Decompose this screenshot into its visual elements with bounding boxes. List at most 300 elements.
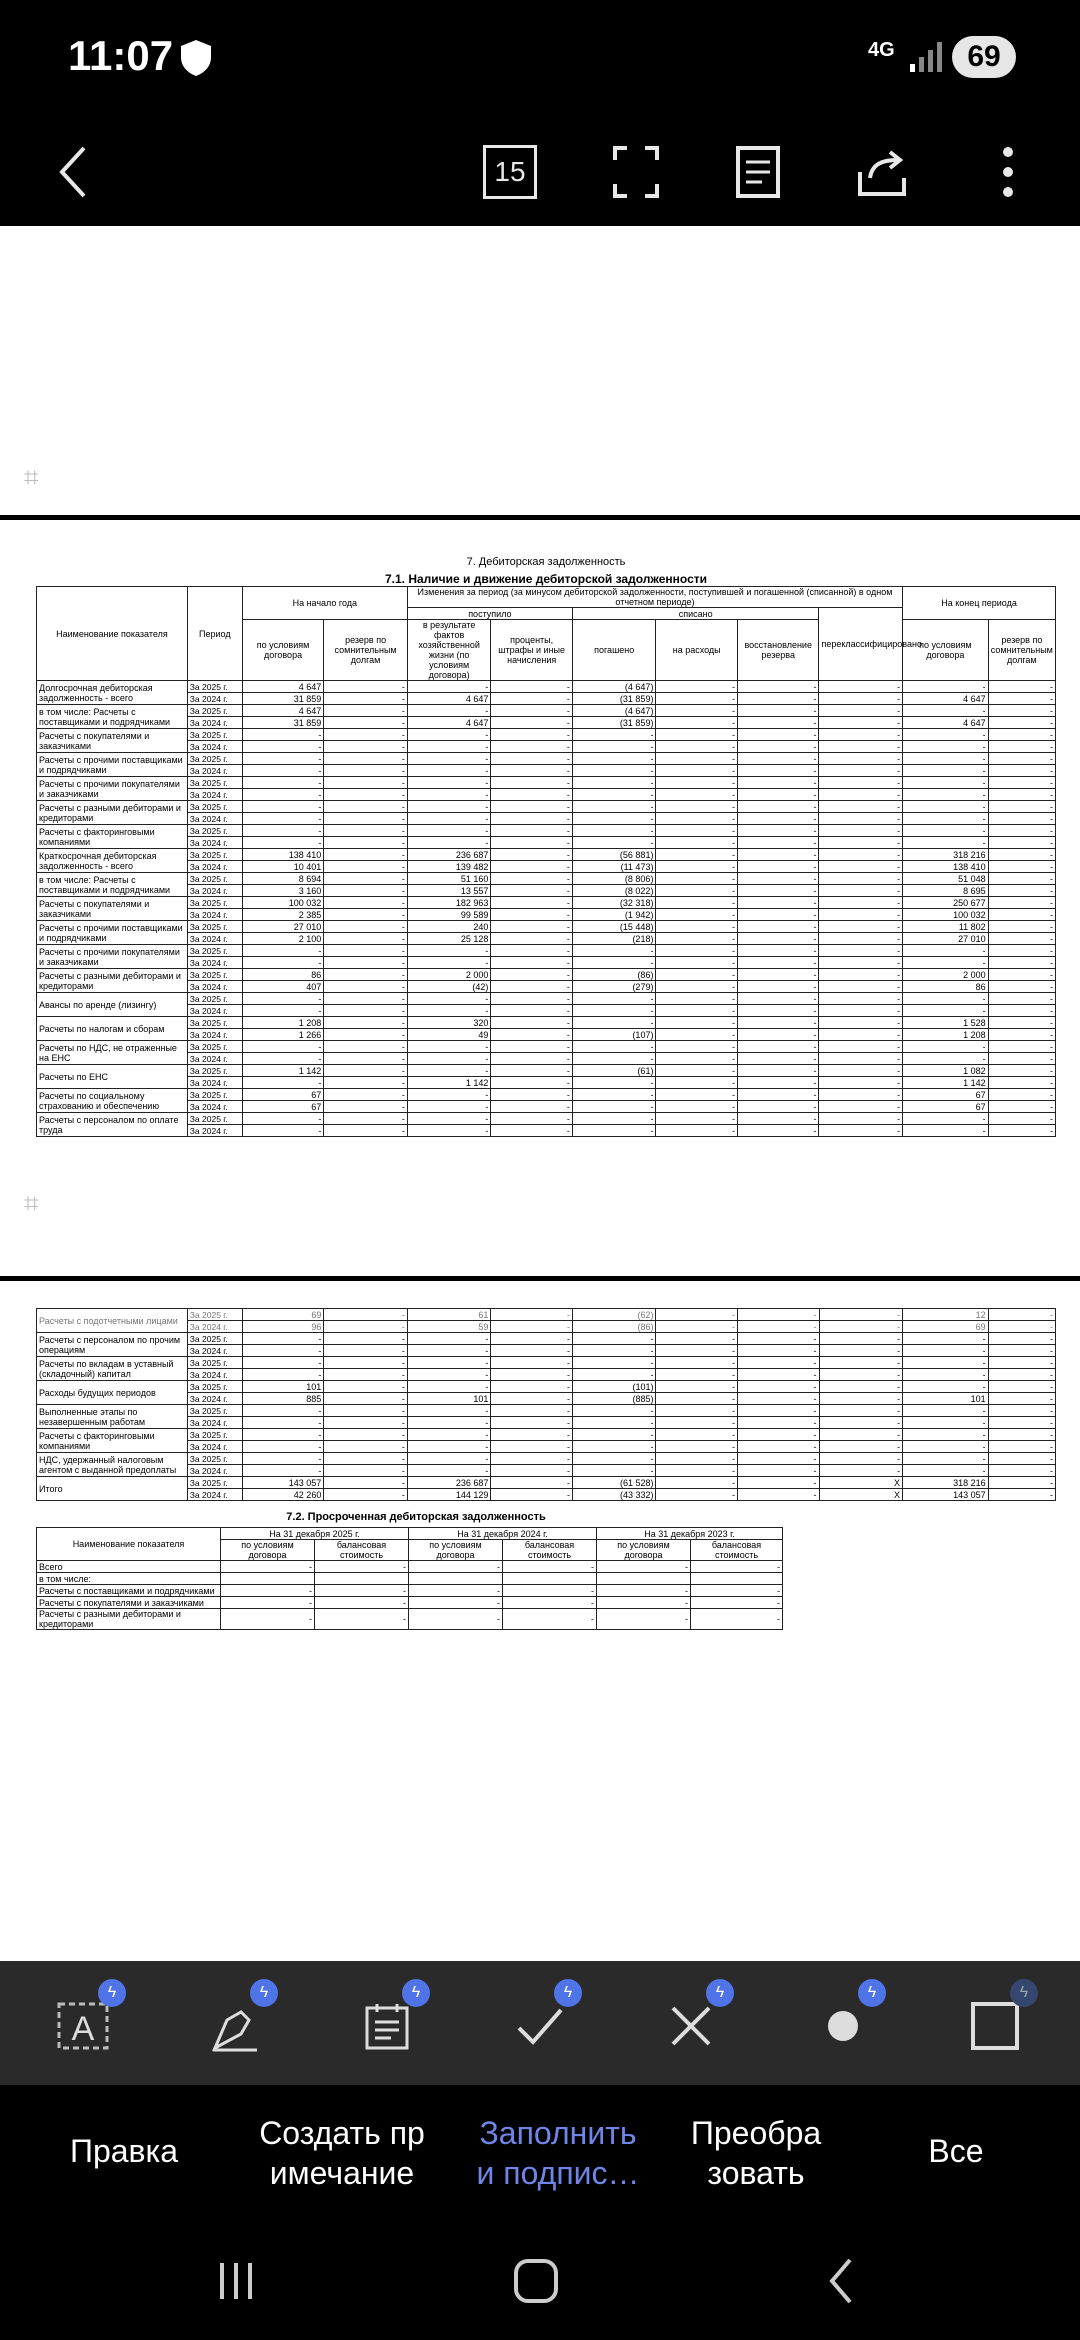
- cell-value: 31 859: [242, 693, 324, 705]
- table-row: [37, 981, 1056, 993]
- cell-value: 182 963: [407, 897, 491, 909]
- cell-value: -: [988, 825, 1055, 837]
- dot-icon[interactable]: [808, 1984, 878, 2061]
- cell-value: -: [242, 957, 324, 969]
- cell-value: -: [324, 1029, 408, 1041]
- row-period: За 2024 г.: [187, 1345, 242, 1357]
- ai-badge-icon: ϟ: [706, 1979, 734, 2007]
- cell-value: -: [324, 729, 408, 741]
- fit-screen-icon[interactable]: [596, 132, 676, 212]
- cell-value: (86): [572, 1321, 656, 1333]
- table-row: [37, 1041, 1056, 1053]
- cell-value: -: [491, 1333, 573, 1345]
- cell-value: -: [491, 1029, 573, 1041]
- document-viewer[interactable]: [0, 226, 1080, 1961]
- row-period: За 2024 г.: [187, 1489, 242, 1501]
- cell-value: -: [988, 1453, 1055, 1465]
- cell-value: -: [315, 1561, 409, 1573]
- cell-value: -: [491, 849, 573, 861]
- row-name: Расчеты с персоналом по прочим операциям: [37, 1333, 188, 1357]
- table-row: [37, 1357, 1056, 1369]
- cell-value: X: [819, 1489, 903, 1501]
- cell-value: -: [572, 825, 656, 837]
- cell-value: -: [242, 1125, 324, 1137]
- cell-value: -: [737, 957, 819, 969]
- table-row: [37, 849, 1056, 861]
- t2-col-date-2025: На 31 декабря 2025 г.: [221, 1528, 409, 1540]
- back-icon[interactable]: [812, 2255, 872, 2307]
- cell-value: -: [737, 813, 819, 825]
- cell-value: -: [242, 1429, 324, 1441]
- cell-value: -: [988, 1065, 1055, 1077]
- cell-value: -: [491, 945, 573, 957]
- cell-value: (32 318): [572, 897, 656, 909]
- table-row: [37, 1417, 1056, 1429]
- cell-value: 8 694: [242, 873, 324, 885]
- cell-value: -: [819, 1345, 903, 1357]
- table-row: [37, 1345, 1056, 1357]
- row-period: За 2024 г.: [187, 1441, 242, 1453]
- cell-value: -: [491, 1357, 573, 1369]
- cell-value: -: [988, 1345, 1055, 1357]
- table-row: [37, 1101, 1056, 1113]
- row-period: За 2025 г.: [187, 777, 242, 789]
- cell-value: -: [737, 1065, 819, 1077]
- cell-value: 1 142: [242, 1065, 324, 1077]
- cell-value: -: [221, 1609, 315, 1630]
- ai-badge-icon: ϟ: [402, 1979, 430, 2007]
- cell-value: -: [737, 753, 819, 765]
- cell-value: (11 473): [572, 861, 656, 873]
- cell-value: -: [242, 1005, 324, 1017]
- cell-value: -: [656, 1357, 738, 1369]
- cell-value: -: [656, 1125, 738, 1137]
- cell-value: -: [656, 1489, 738, 1501]
- cell-value: -: [324, 957, 408, 969]
- status-bar: [0, 0, 1080, 120]
- cell-value: (8 022): [572, 885, 656, 897]
- row-period: За 2025 г.: [187, 1017, 242, 1029]
- cell-value: -: [491, 1345, 573, 1357]
- table-row: [37, 753, 1056, 765]
- page-number-button[interactable]: [470, 132, 550, 212]
- row-period: За 2024 г.: [187, 1125, 242, 1137]
- cell-value: -: [491, 813, 573, 825]
- cell-value: -: [324, 1089, 408, 1101]
- cell-value: -: [737, 897, 819, 909]
- cell-value: 25 128: [407, 933, 491, 945]
- cell-value: -: [819, 969, 903, 981]
- cell-value: -: [572, 789, 656, 801]
- row-period: За 2024 г.: [187, 1321, 242, 1333]
- cell-value: -: [903, 825, 989, 837]
- cell-value: -: [903, 837, 989, 849]
- cell-value: -: [656, 1089, 738, 1101]
- t2-col-by-contract: по условиям договора: [597, 1540, 691, 1561]
- cell-value: -: [903, 1125, 989, 1137]
- cell-value: -: [491, 741, 573, 753]
- ai-badge-icon: ϟ: [98, 1979, 126, 2007]
- cell-value: -: [491, 789, 573, 801]
- recent-apps-icon[interactable]: [206, 2255, 266, 2307]
- cell-value: -: [656, 897, 738, 909]
- row-period: За 2025 г.: [187, 969, 242, 981]
- cell-value: -: [242, 1333, 324, 1345]
- cell-value: -: [324, 1357, 408, 1369]
- row-period: За 2025 г.: [187, 1477, 242, 1489]
- cell-value: 4 647: [407, 693, 491, 705]
- cell-value: -: [819, 681, 903, 693]
- cell-value: -: [407, 1113, 491, 1125]
- cell-value: -: [572, 957, 656, 969]
- cell-value: 4 647: [242, 705, 324, 717]
- cell-value: 1 208: [242, 1017, 324, 1029]
- signal-icon: [908, 40, 944, 74]
- cell-value: -: [737, 1089, 819, 1101]
- cell-value: -: [656, 789, 738, 801]
- t2-col-by-contract: по условиям договора: [221, 1540, 315, 1561]
- row-name: Расчеты с разными дебиторами и кредиторами: [37, 1609, 221, 1630]
- table-row: [37, 1477, 1056, 1489]
- row-name: НДС, удержанный налоговым агентом с выданной предоплаты: [37, 1453, 188, 1477]
- cell-value: -: [903, 789, 989, 801]
- menu-convert[interactable]: Преобра зовать: [690, 2115, 822, 2191]
- cell-value: -: [324, 1005, 408, 1017]
- cell-value: -: [572, 1113, 656, 1125]
- cell-value: -: [491, 693, 573, 705]
- cell-value: -: [656, 1005, 738, 1017]
- cell-value: 250 677: [903, 897, 989, 909]
- cell-value: -: [242, 945, 324, 957]
- cell-value: -: [819, 741, 903, 753]
- cell-value: -: [407, 957, 491, 969]
- cell-value: 138 410: [242, 849, 324, 861]
- t2-col-name: Наименование показателя: [37, 1528, 221, 1561]
- cell-value: (42): [407, 981, 491, 993]
- cell-value: 51 048: [903, 873, 989, 885]
- cell-value: -: [656, 1393, 738, 1405]
- cell-value: -: [491, 1041, 573, 1053]
- table-row: [37, 825, 1056, 837]
- cell-value: -: [988, 873, 1055, 885]
- cell-value: -: [819, 1065, 903, 1077]
- cell-value: (31 859): [572, 717, 656, 729]
- col-interest: проценты, штрафы и иные начисления: [491, 620, 573, 681]
- cell-value: -: [903, 1453, 989, 1465]
- cell-value: -: [988, 885, 1055, 897]
- cell-value: 4 647: [903, 717, 989, 729]
- check-icon[interactable]: [504, 1984, 574, 2061]
- cell-value: -: [738, 1333, 820, 1345]
- menu-edit[interactable]: Правка: [69, 2133, 179, 2169]
- row-period: За 2024 г.: [187, 957, 242, 969]
- cell-value: 139 482: [407, 861, 491, 873]
- cell-value: -: [656, 801, 738, 813]
- cell-value: 4 647: [903, 693, 989, 705]
- table-row: [37, 705, 1056, 717]
- table-body-page2: [37, 1309, 1056, 1501]
- cell-value: -: [242, 1357, 324, 1369]
- cell-value: -: [242, 789, 324, 801]
- row-name: Расчеты по ЕНС: [37, 1065, 188, 1089]
- ai-badge-icon: ϟ: [250, 1979, 278, 2007]
- cell-value: 86: [903, 981, 989, 993]
- cell-value: 31 859: [242, 717, 324, 729]
- cell-value: -: [738, 1453, 820, 1465]
- page-1: [36, 556, 1056, 1137]
- cell-value: -: [988, 921, 1055, 933]
- cell-value: -: [988, 861, 1055, 873]
- cell-value: 100 032: [903, 909, 989, 921]
- cell-value: -: [819, 993, 903, 1005]
- cell-value: -: [988, 897, 1055, 909]
- cell-value: -: [656, 1041, 738, 1053]
- cell-value: -: [737, 1029, 819, 1041]
- cell-value: 101: [903, 1393, 989, 1405]
- cell-value: -: [242, 813, 324, 825]
- cell-value: -: [819, 789, 903, 801]
- cell-value: -: [737, 909, 819, 921]
- cell-value: -: [656, 1101, 738, 1113]
- cell-value: -: [988, 813, 1055, 825]
- row-period: За 2024 г.: [187, 1005, 242, 1017]
- cell-value: [691, 1573, 783, 1585]
- table-row: [37, 1369, 1056, 1381]
- table2-title: 7.2. Просроченная дебиторская задолженность: [286, 1511, 546, 1523]
- cell-value: X: [819, 1477, 903, 1489]
- cell-value: -: [903, 753, 989, 765]
- menu-fill-sign[interactable]: Заполнить и подпис…: [476, 2115, 640, 2191]
- cell-value: -: [819, 1405, 903, 1417]
- cell-value: -: [656, 1381, 738, 1393]
- table-row: [37, 1125, 1056, 1137]
- cell-value: -: [324, 969, 408, 981]
- cell-value: -: [988, 1369, 1055, 1381]
- cell-value: -: [656, 933, 738, 945]
- cell-value: -: [819, 945, 903, 957]
- cell-value: -: [988, 981, 1055, 993]
- cell-value: -: [324, 681, 408, 693]
- cell-value: -: [491, 705, 573, 717]
- share-icon[interactable]: [842, 132, 922, 212]
- cell-value: -: [903, 1053, 989, 1065]
- reading-mode-icon[interactable]: [718, 132, 798, 212]
- cell-value: -: [315, 1609, 409, 1630]
- row-period: За 2024 г.: [187, 1101, 242, 1113]
- cell-value: 4 647: [242, 681, 324, 693]
- row-period: За 2025 г.: [187, 1065, 242, 1077]
- cell-value: [597, 1573, 691, 1585]
- cell-value: -: [819, 861, 903, 873]
- col-reserve-restore: восстановление резерва: [737, 620, 819, 681]
- cell-value: -: [572, 1077, 656, 1089]
- cell-value: -: [242, 765, 324, 777]
- cell-value: -: [737, 981, 819, 993]
- rectangle-icon[interactable]: [960, 1984, 1030, 2061]
- cell-value: -: [407, 789, 491, 801]
- cell-value: -: [572, 1333, 656, 1345]
- cell-value: -: [656, 957, 738, 969]
- cell-value: -: [819, 1429, 903, 1441]
- cell-value: -: [656, 1417, 738, 1429]
- cell-value: 1 266: [242, 1029, 324, 1041]
- cell-value: -: [324, 1113, 408, 1125]
- table-row: [37, 969, 1056, 981]
- menu-create-note[interactable]: Создать пр имечание: [259, 2115, 425, 2191]
- cell-value: -: [737, 777, 819, 789]
- cell-value: -: [491, 837, 573, 849]
- cell-value: -: [242, 837, 324, 849]
- cell-value: 27 010: [242, 921, 324, 933]
- cell-value: -: [737, 933, 819, 945]
- row-period: За 2024 г.: [187, 981, 242, 993]
- cell-value: -: [691, 1597, 783, 1609]
- row-name: Долгосрочная дебиторская задолженность - всего: [37, 681, 188, 705]
- cell-value: -: [737, 729, 819, 741]
- more-options-icon[interactable]: [968, 132, 1048, 212]
- cell-value: -: [988, 693, 1055, 705]
- cell-value: -: [819, 957, 903, 969]
- cell-value: -: [988, 777, 1055, 789]
- table-row: [37, 1053, 1056, 1065]
- home-icon[interactable]: [506, 2255, 566, 2307]
- row-period: За 2024 г.: [187, 1077, 242, 1089]
- cell-value: -: [819, 873, 903, 885]
- cell-value: -: [738, 1489, 820, 1501]
- cell-value: -: [738, 1417, 820, 1429]
- battery-indicator: 69: [952, 36, 1016, 78]
- cell-value: -: [738, 1309, 820, 1321]
- cell-value: -: [491, 1405, 573, 1417]
- table-row: [37, 1441, 1056, 1453]
- cell-value: -: [656, 777, 738, 789]
- cell-value: -: [491, 1489, 573, 1501]
- cell-value: [221, 1573, 315, 1585]
- cell-value: -: [656, 825, 738, 837]
- cell-value: 12: [903, 1309, 989, 1321]
- menu-all[interactable]: Все: [928, 2133, 984, 2169]
- row-period: За 2024 г.: [187, 1053, 242, 1065]
- cell-value: -: [324, 813, 408, 825]
- cell-value: -: [737, 789, 819, 801]
- row-name: Расчеты с разными дебиторами и кредиторами: [37, 969, 188, 993]
- cell-value: -: [407, 1453, 491, 1465]
- cell-value: 61: [407, 1309, 491, 1321]
- cell-value: -: [819, 1369, 903, 1381]
- row-period: За 2025 г.: [187, 1381, 242, 1393]
- cell-value: 100 032: [242, 897, 324, 909]
- cell-value: -: [324, 753, 408, 765]
- cell-value: -: [503, 1609, 597, 1630]
- cell-value: -: [988, 957, 1055, 969]
- col-end: На конец периода: [903, 587, 1056, 620]
- cell-value: -: [491, 717, 573, 729]
- t2-col-balance: балансовая стоимость: [315, 1540, 409, 1561]
- cell-value: -: [988, 789, 1055, 801]
- cell-value: -: [407, 1429, 491, 1441]
- cell-value: -: [221, 1585, 315, 1597]
- row-period: За 2024 г.: [187, 789, 242, 801]
- cell-value: -: [503, 1561, 597, 1573]
- cell-value: -: [737, 945, 819, 957]
- cell-value: -: [572, 777, 656, 789]
- cell-value: -: [819, 885, 903, 897]
- row-name: Расчеты с персоналом по оплате труда: [37, 1113, 188, 1137]
- cell-value: -: [324, 1393, 408, 1405]
- cell-value: -: [819, 729, 903, 741]
- cell-value: -: [819, 1029, 903, 1041]
- cell-value: -: [242, 1417, 324, 1429]
- cell-value: -: [988, 681, 1055, 693]
- row-period: За 2025 г.: [187, 1041, 242, 1053]
- cell-value: (31 859): [572, 693, 656, 705]
- cross-icon[interactable]: [656, 1984, 726, 2061]
- cell-value: 236 687: [407, 1477, 491, 1489]
- cell-value: -: [903, 777, 989, 789]
- cell-value: -: [491, 957, 573, 969]
- cell-value: -: [324, 1405, 408, 1417]
- cell-value: -: [324, 789, 408, 801]
- cell-value: -: [988, 1381, 1055, 1393]
- cell-value: -: [407, 813, 491, 825]
- text-edit-icon[interactable]: [48, 1984, 118, 2061]
- cell-value: -: [407, 777, 491, 789]
- cell-value: -: [988, 1405, 1055, 1417]
- table-row: [37, 1333, 1056, 1345]
- top-toolbar: [0, 120, 1080, 226]
- pen-icon[interactable]: [200, 1984, 270, 2061]
- cell-value: -: [407, 1101, 491, 1113]
- cell-value: -: [491, 873, 573, 885]
- table-row: [37, 1321, 1056, 1333]
- scan-mark-icon: ⌗: [24, 462, 39, 492]
- cell-value: -: [324, 825, 408, 837]
- back-arrow-icon[interactable]: [34, 132, 114, 212]
- cell-value: -: [407, 1417, 491, 1429]
- cell-value: -: [819, 837, 903, 849]
- cell-value: -: [324, 1125, 408, 1137]
- table-row: [37, 837, 1056, 849]
- cell-value: -: [491, 777, 573, 789]
- cell-value: -: [656, 741, 738, 753]
- cell-value: -: [738, 1345, 820, 1357]
- note-icon[interactable]: [352, 1984, 422, 2061]
- cell-value: -: [324, 1017, 408, 1029]
- cell-value: -: [324, 717, 408, 729]
- cell-value: -: [988, 1089, 1055, 1101]
- system-nav-bar: [0, 2215, 1080, 2340]
- row-period: За 2025 г.: [187, 1113, 242, 1125]
- cell-value: -: [819, 1393, 903, 1405]
- cell-value: 67: [242, 1089, 324, 1101]
- cell-value: (8 806): [572, 873, 656, 885]
- cell-value: -: [491, 753, 573, 765]
- cell-value: -: [819, 1113, 903, 1125]
- cell-value: -: [988, 1309, 1055, 1321]
- cell-value: -: [738, 1393, 820, 1405]
- t2-col-balance: балансовая стоимость: [503, 1540, 597, 1561]
- cell-value: -: [819, 1417, 903, 1429]
- cell-value: -: [988, 1393, 1055, 1405]
- cell-value: (107): [572, 1029, 656, 1041]
- cell-value: 27 010: [903, 933, 989, 945]
- cell-value: -: [491, 1017, 573, 1029]
- cell-value: -: [819, 981, 903, 993]
- row-name: Расчеты с разными дебиторами и кредиторами: [37, 801, 188, 825]
- cell-value: -: [988, 1429, 1055, 1441]
- cell-value: -: [988, 1125, 1055, 1137]
- cell-value: 2 385: [242, 909, 324, 921]
